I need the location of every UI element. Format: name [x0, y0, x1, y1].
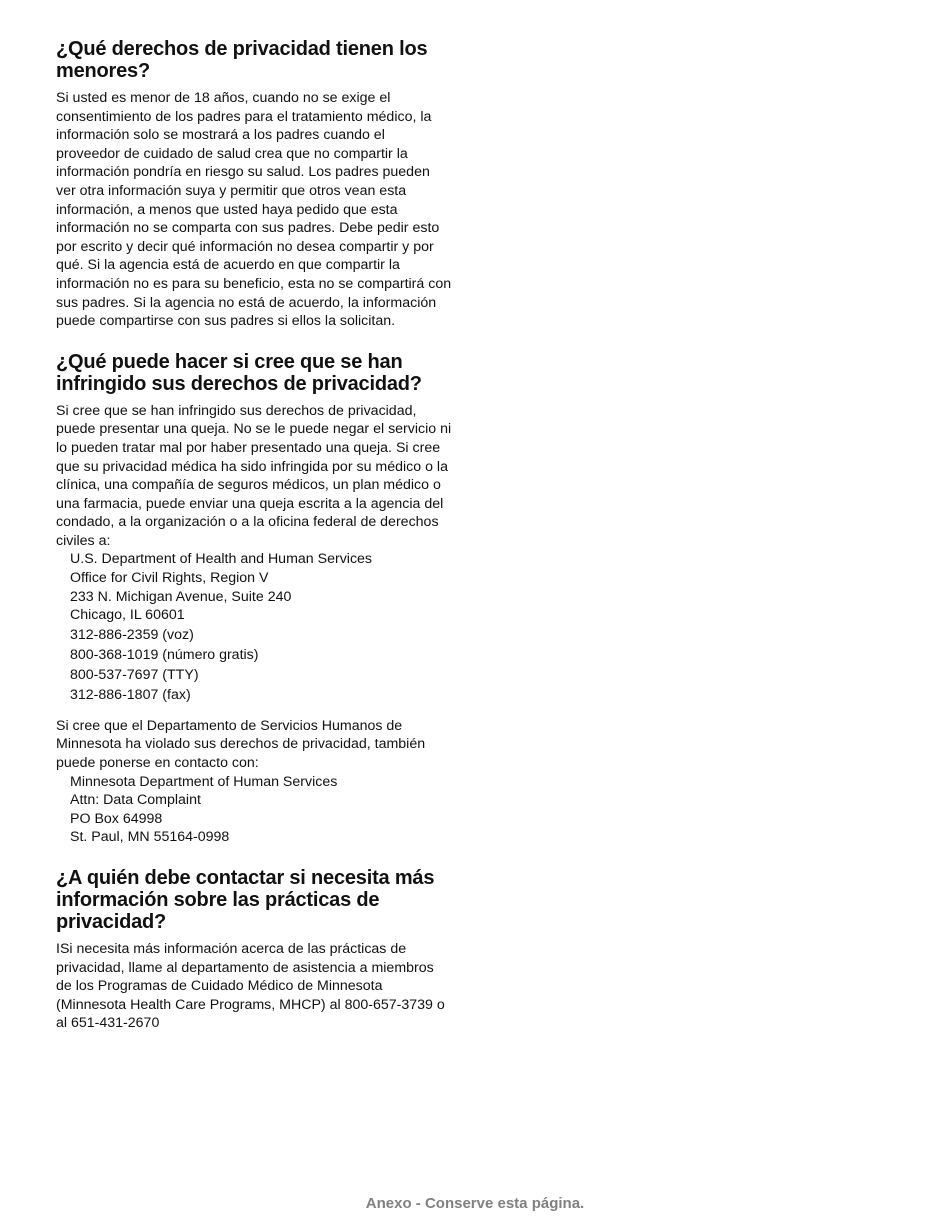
page-footer: Anexo - Conserve esta página. — [365, 1195, 585, 1212]
hhs-phone-toll-free: 800-368-1019 (número gratis) — [70, 646, 259, 663]
dhs-address — [70, 773, 452, 847]
dhs-address-line: Attn: Data Complaint — [70, 792, 201, 809]
document-column — [56, 38, 452, 1053]
dhs-address-line: St. Paul, MN 55164-0998 — [70, 829, 230, 846]
violations-heading: ¿Qué puede hacer si cree que se han infringido sus derechos de privacidad? — [56, 350, 422, 395]
spacer — [56, 705, 452, 717]
dhs-address-line: Minnesota Department of Human Services — [70, 773, 338, 790]
hhs-address-line: Chicago, IL 60601 — [70, 607, 185, 624]
hhs-address — [70, 550, 452, 624]
minors-section — [56, 38, 452, 331]
violations-paragraph: Si cree que se han infringido sus derechos de privacidad, puede presentar una queja. No se le puede negar el servicio ni lo pueden tratar mal por haber presentado una queja. Si cree que su privacidad médica ha sido infringida por su médico o la clínica, una compañía de seguros médicos, un plan médico o una farmacia, puede enviar una queja escrita a la agencia del condado, a la organización o a la oficina federal de derechos civiles a: — [56, 402, 452, 549]
hhs-phone-voice: 312-886-2359 (voz) — [70, 626, 194, 643]
contact-section — [56, 867, 452, 1033]
hhs-phone-fax: 312-886-1807 (fax) — [70, 686, 191, 703]
hhs-address-line: 233 N. Michigan Avenue, Suite 240 — [70, 588, 292, 605]
violations-section — [56, 351, 452, 847]
contact-paragraph: ISi necesita más información acerca de las prácticas de privacidad, llame al departamento de asistencia a miembros de los Programas de Cuidado Médico de Minnesota (Minnesota Health Care Programs, MHCP) al 800-657-3739 o al 651-431-2670 — [56, 941, 445, 1032]
contact-heading: ¿A quién debe contactar si necesita más información sobre las prácticas de privacidad? — [56, 867, 435, 933]
minors-paragraph: Si usted es menor de 18 años, cuando no se exige el consentimiento de los padres para el tratamiento médico, la información solo se mostrará a los padres cuando el proveedor de cuidado de salud crea que no compartir la información pondría en riesgo su salud. Los padres pueden ver otra información suya y permitir que otros vean esta información, a menos que usted haya pedido que esta información no se comparta con sus padres. Debe pedir esto por escrito y decir qué información no desea compartir y por qué. Si la agencia está de acuerdo en que compartir la información no es para su beneficio, esta no se compartirá con sus padres. Si la agencia no está de acuerdo, la información puede compartirse con sus padres si ellos la solicitan. — [56, 90, 452, 330]
hhs-phone-tty: 800-537-7697 (TTY) — [70, 666, 199, 683]
dhs-address-line: PO Box 64998 — [70, 810, 163, 827]
minors-heading: ¿Qué derechos de privacidad tienen los menores? — [56, 38, 428, 82]
hhs-address-line: Office for Civil Rights, Region V — [70, 570, 269, 587]
dhs-intro-paragraph: Si cree que el Departamento de Servicios Humanos de Minnesota ha violado sus derechos de privacidad, también puede ponerse en contacto con: — [56, 717, 426, 772]
hhs-phone-list — [70, 625, 452, 705]
hhs-address-line: U.S. Department of Health and Human Services — [70, 551, 373, 568]
